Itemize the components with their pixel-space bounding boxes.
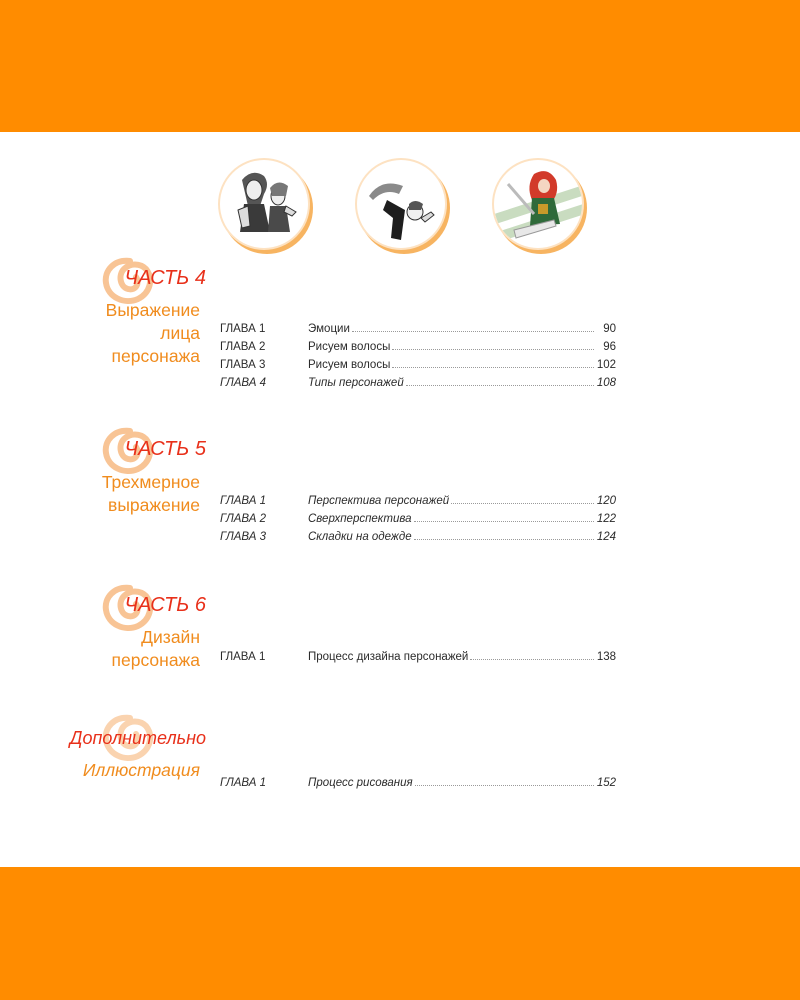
- dot-leader: [414, 538, 594, 540]
- dot-leader: [392, 366, 594, 368]
- part-subtitle-line: персонажа: [111, 346, 200, 366]
- dot-leader: [414, 520, 595, 522]
- bottom-orange-band: [0, 867, 800, 1000]
- page-number: 138: [596, 651, 616, 663]
- top-orange-band: [0, 0, 800, 132]
- two-girls-illustration: [220, 160, 308, 248]
- chapter-label: ГЛАВА 4: [220, 377, 266, 389]
- dot-leader: [415, 784, 594, 786]
- illustration-thumbnail: [220, 160, 308, 248]
- red-haired-warrior-illustration: [494, 160, 582, 248]
- chapter-title: Перспектива персонажей: [308, 495, 450, 507]
- page-number: 120: [596, 495, 616, 507]
- chapter-title: Типы персонажей: [308, 377, 404, 389]
- chapter-list: [220, 651, 616, 669]
- page-number: 90: [603, 323, 616, 335]
- chapter-label: ГЛАВА 2: [220, 341, 266, 353]
- chapter-entry[interactable]: [220, 341, 616, 359]
- part-subtitle: [20, 626, 200, 672]
- chapter-label: ГЛАВА 1: [220, 777, 266, 789]
- part-subtitle: [20, 471, 200, 517]
- chapter-list: [220, 323, 616, 395]
- chapter-label: ГЛАВА 2: [220, 513, 266, 525]
- page-number: 124: [596, 531, 616, 543]
- chapter-title: Процесс дизайна персонажей: [308, 651, 469, 663]
- chapter-title: Процесс рисования: [308, 777, 413, 789]
- chapter-entry[interactable]: [220, 323, 616, 341]
- chapter-entry[interactable]: [220, 651, 616, 669]
- chapter-title: Рисуем волосы: [308, 359, 391, 371]
- chapter-list: [220, 495, 616, 549]
- dot-leader: [392, 348, 594, 350]
- dot-leader: [451, 502, 594, 504]
- chapter-title: Сверхперспектива: [308, 513, 412, 525]
- page-number: 102: [596, 359, 616, 371]
- chapter-label: ГЛАВА 3: [220, 359, 266, 371]
- page-number: 108: [596, 377, 616, 389]
- chapter-entry[interactable]: [220, 359, 616, 377]
- page-number: 152: [596, 777, 616, 789]
- part-subtitle-line: лица: [160, 323, 200, 343]
- chapter-label: ГЛАВА 3: [220, 531, 266, 543]
- part-subtitle: [20, 759, 200, 782]
- part-heading: ЧАСТЬ 4: [124, 267, 206, 289]
- chapter-title: Складки на одежде: [308, 531, 412, 543]
- flying-kick-illustration: [357, 160, 445, 248]
- chapter-title: Эмоции: [308, 323, 350, 335]
- chapter-label: ГЛАВА 1: [220, 323, 266, 335]
- part-subtitle-line: Иллюстрация: [82, 760, 200, 780]
- page-number: 96: [603, 341, 616, 353]
- page-number: 122: [596, 513, 616, 525]
- chapter-entry[interactable]: [220, 495, 616, 513]
- part-heading: ЧАСТЬ 6: [124, 594, 206, 616]
- chapter-entry[interactable]: [220, 777, 616, 795]
- chapter-title: Рисуем волосы: [308, 341, 391, 353]
- part-subtitle-line: Дизайн: [141, 627, 200, 647]
- dot-leader: [406, 384, 594, 386]
- chapter-label: ГЛАВА 1: [220, 651, 266, 663]
- part-subtitle-line: выражение: [108, 495, 200, 515]
- chapter-label: ГЛАВА 1: [220, 495, 266, 507]
- chapter-list: [220, 777, 616, 795]
- part-subtitle-line: Трехмерное: [101, 472, 200, 492]
- dot-leader: [470, 658, 594, 660]
- part-heading: Дополнительно: [69, 728, 206, 748]
- part-subtitle: [20, 299, 200, 368]
- illustration-thumbnail: [357, 160, 445, 248]
- illustration-thumbnail: [494, 160, 582, 248]
- part-subtitle-line: Выражение: [105, 300, 200, 320]
- part-heading: ЧАСТЬ 5: [124, 438, 206, 460]
- chapter-entry[interactable]: [220, 513, 616, 531]
- dot-leader: [352, 330, 594, 332]
- chapter-entry[interactable]: [220, 377, 616, 395]
- chapter-entry[interactable]: [220, 531, 616, 549]
- part-subtitle-line: персонажа: [111, 650, 200, 670]
